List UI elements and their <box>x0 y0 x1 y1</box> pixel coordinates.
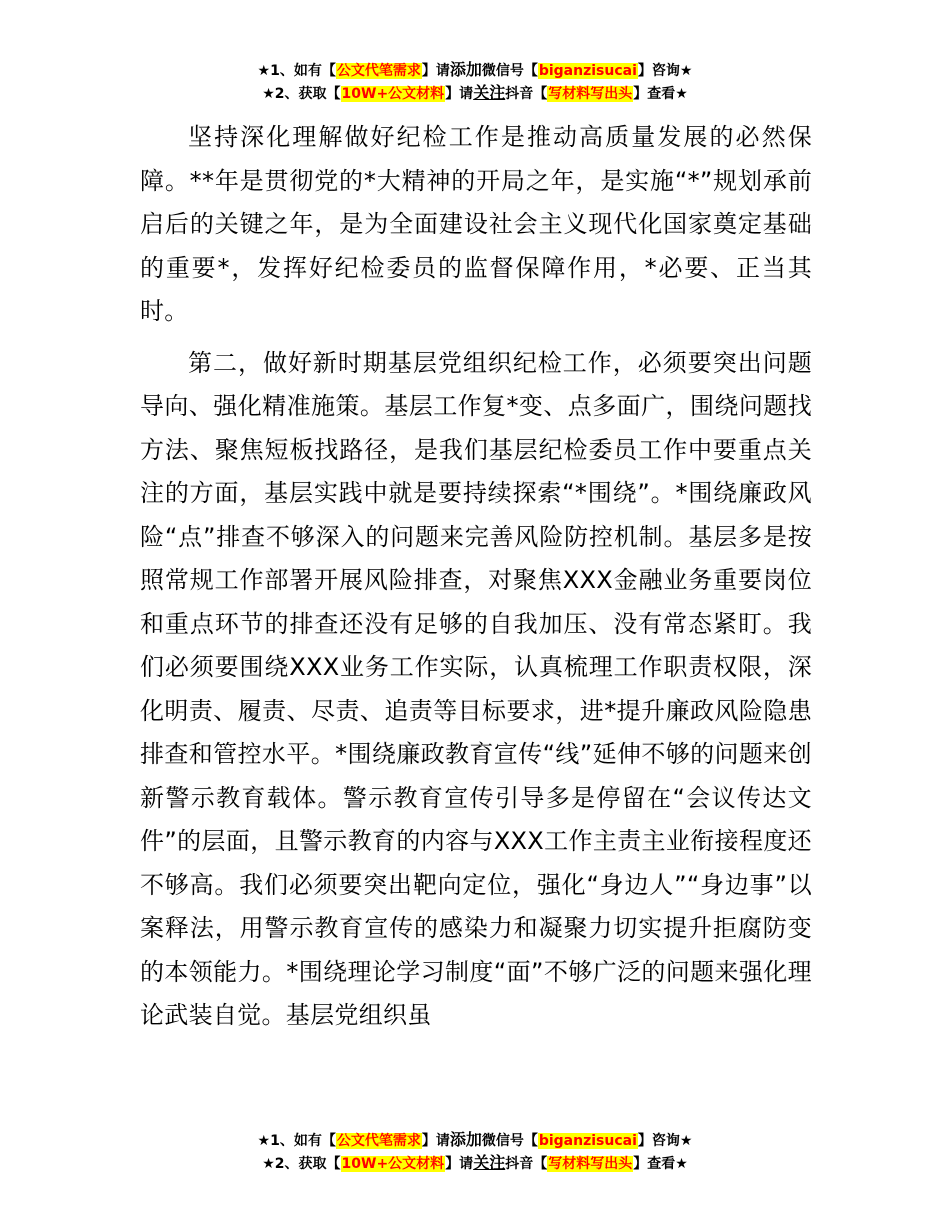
banner-text: 抖音【 <box>505 86 548 102</box>
paragraph: 坚持深化理解做好纪检工作是推动高质量发展的必然保障。**年是贯彻党的*大精神的开局之年，是实施“*”规划承前启后的关键之年，是为全面建设社会主义现代化国家奠定基础的重要*，发挥好纪检委员的监督保障作用，*必要、正当其时。 <box>140 123 812 325</box>
highlight-service: 公文代笔需求 <box>336 63 421 79</box>
highlight-service: 公文代笔需求 <box>336 1133 421 1149</box>
banner-text: 】咨询★ <box>637 1133 693 1149</box>
banner-emphasis: 添加 <box>449 60 482 79</box>
banner-text: ★2、获取【 <box>262 1156 341 1172</box>
banner-text: 微信号【 <box>481 63 538 79</box>
banner-emphasis: 关注 <box>473 1153 506 1172</box>
banner-line-1 <box>0 59 950 82</box>
banner-line-2 <box>0 82 950 105</box>
paragraph: 第二，做好新时期基层党组织纪检工作，必须要突出问题导向、强化精准施策。基层工作复*变、点多面广，围绕问题找方法、聚焦短板找路径，是我们基层纪检委员工作中要重点关注的方面，基层实践中就是要持续探索“*围绕”。*围绕廉政风险“点”排查不够深入的问题来完善风险防控机制。基层多是按照常规工作部署开展风险排查，对聚焦XXX金融业务重要岗位和重点环节的排查还没有足够的自我加压、没有常态紧盯。我们必须要围绕XXX业务工作实际，认真梳理工作职责权限，深化明责、履责、尽责、追责等目标要求，进*提升廉政风险隐患排查和管控水平。*围绕廉政教育宣传“线”延伸不够的问题来创新警示教育载体。警示教育宣传引导多是停留在“会议传达文件”的层面，且警示教育的内容与XXX工作主责主业衔接程度还不够高。我们必须要突出靶向定位，强化“身边人”“身边事”以案释法，用警示教育宣传的感染力和凝聚力切实提升拒腐防变的本领能力。*围绕理论学习制度“面”不够广泛的问题来强化理论武装自觉。基层党组织虽 <box>140 348 812 1029</box>
banner-emphasis: 添加 <box>449 1130 482 1149</box>
banner-emphasis: 关注 <box>473 83 506 102</box>
highlight-wechat-id: biganzisucai <box>538 1133 637 1149</box>
banner-text: 】请 <box>421 63 450 79</box>
highlight-wechat-id: biganzisucai <box>538 63 637 79</box>
footer-banner <box>0 1129 950 1175</box>
highlight-douyin-id: 写材料写出头 <box>548 1156 633 1172</box>
banner-text: 】请 <box>445 1156 474 1172</box>
document-body <box>140 116 812 1038</box>
banner-line-1 <box>0 1129 950 1152</box>
banner-text: 微信号【 <box>481 1133 538 1149</box>
banner-text: 抖音【 <box>505 1156 548 1172</box>
banner-line-2 <box>0 1152 950 1175</box>
banner-text: ★1、如有【 <box>257 63 336 79</box>
banner-text: ★2、获取【 <box>262 86 341 102</box>
banner-text: 】请 <box>445 86 474 102</box>
highlight-materials: 10W+公文材料 <box>341 1156 445 1172</box>
banner-text: 】查看★ <box>633 86 688 102</box>
banner-text: 】查看★ <box>633 1156 688 1172</box>
highlight-materials: 10W+公文材料 <box>341 86 445 102</box>
banner-text: 】咨询★ <box>637 63 693 79</box>
banner-text: ★1、如有【 <box>257 1133 336 1149</box>
header-banner <box>0 59 950 105</box>
highlight-douyin-id: 写材料写出头 <box>548 86 633 102</box>
banner-text: 】请 <box>421 1133 450 1149</box>
